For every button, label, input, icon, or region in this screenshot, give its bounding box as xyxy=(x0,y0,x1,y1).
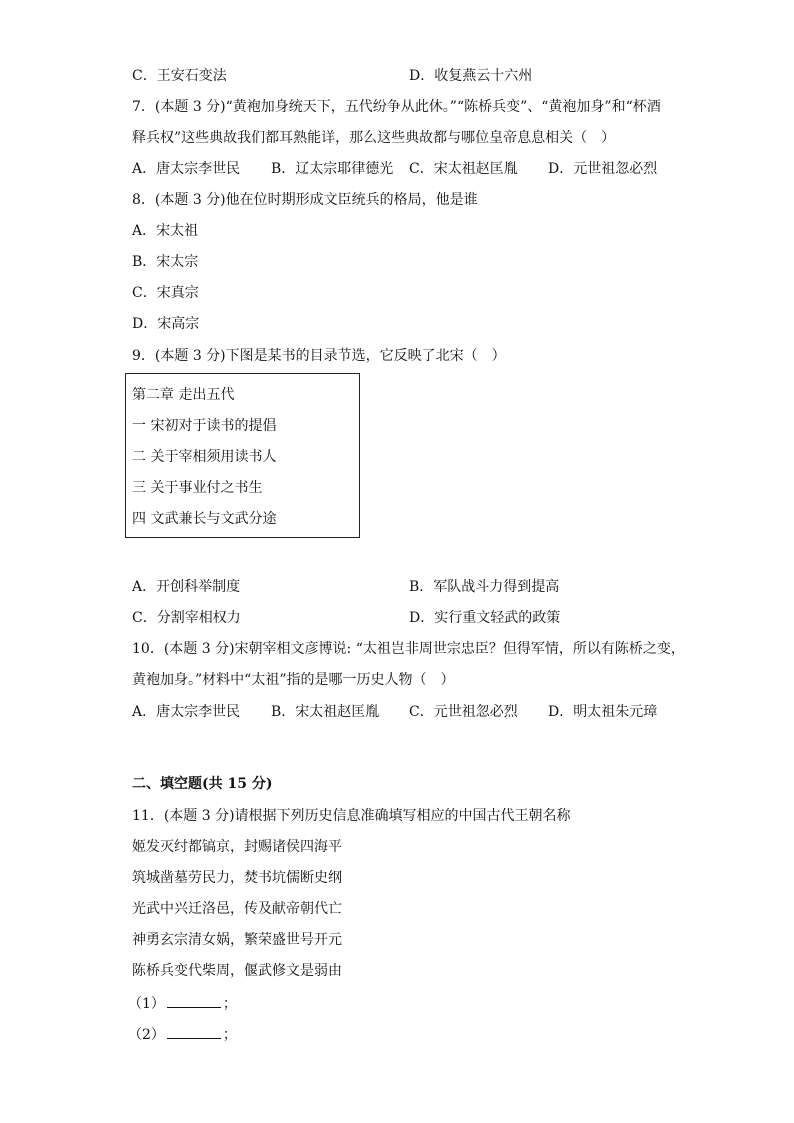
toc-line: 一 宋初对于读书的提倡 xyxy=(132,418,277,434)
q10-option-d: D．明太祖朱元璋 xyxy=(548,704,658,720)
q7-option-a: A．唐太宗李世民 xyxy=(132,161,241,177)
q10-option-a: A．唐太宗李世民 xyxy=(132,704,241,720)
poem-line: 光武中兴迁洛邑，传及献帝朝代亡 xyxy=(132,901,342,917)
q7-option-b: B．辽太宗耶律德光 xyxy=(271,161,394,177)
answer-line-2 xyxy=(128,1024,237,1045)
q7-option-d: D．元世祖忽必烈 xyxy=(548,161,658,177)
poem-line: 筑城凿墓劳民力，焚书坑儒断史纲 xyxy=(132,870,342,886)
q7-option-c: C．宋太祖赵匡胤 xyxy=(409,161,518,177)
answer-suffix: ； xyxy=(222,1027,237,1043)
q9-stem: 9．(本题 3 分)下图是某书的目录节选，它反映了北宋（ ） xyxy=(132,348,506,364)
section-title: 二、填空题(共 15 分) xyxy=(132,776,273,792)
q9-option-d: D．实行重文轻武的政策 xyxy=(409,610,561,626)
answer-suffix: ； xyxy=(222,996,237,1012)
poem-line: 陈桥兵变代柴周，偃武修文是弱由 xyxy=(132,963,342,979)
toc-line: 第二章 走出五代 xyxy=(132,387,235,403)
q7-stem-line2: 释兵权”这些典故我们都耳熟能详，那么这些典故都与哪位皇帝息息相关（ ） xyxy=(132,130,616,146)
toc-line: 三 关于事业付之书生 xyxy=(132,480,263,496)
q10-option-b: B．宋太祖赵匡胤 xyxy=(271,704,380,720)
q9-table-of-contents-box xyxy=(125,373,360,538)
q8-option-a: A．宋太祖 xyxy=(132,223,199,239)
q10-stem-line1: 10．(本题 3 分)宋朝宰相文彦博说: “太祖岂非周世宗忠臣？但得军情，所以有陈桥之变， xyxy=(132,641,685,657)
q10-option-c: C．元世祖忽必烈 xyxy=(409,704,518,720)
q8-stem: 8．(本题 3 分)他在位时期形成文臣统兵的格局，他是谁 xyxy=(132,192,478,208)
q8-option-c: C．宋真宗 xyxy=(132,285,199,301)
answer-blank-1[interactable] xyxy=(167,993,221,1008)
q6-option-d: D．收复燕云十六州 xyxy=(409,68,533,84)
q11-stem: 11．(本题 3 分)请根据下列历史信息准确填写相应的中国古代王朝名称 xyxy=(132,808,571,824)
toc-line: 四 文武兼长与文武分途 xyxy=(132,511,277,527)
poem-line: 姬发灭纣都镐京，封赐诸侯四海平 xyxy=(132,839,342,855)
q9-option-b: B．军队战斗力得到提高 xyxy=(409,579,560,595)
poem-line: 神勇玄宗清女娲，繁荣盛世号开元 xyxy=(132,932,342,948)
q8-option-d: D．宋高宗 xyxy=(132,316,200,332)
q6-option-c: C．王安石变法 xyxy=(132,68,227,84)
q9-option-a: A．开创科举制度 xyxy=(132,579,241,595)
answer-label-1: （1） xyxy=(128,996,165,1012)
q8-option-b: B．宋太宗 xyxy=(132,254,199,270)
toc-line: 二 关于宰相须用读书人 xyxy=(132,449,277,465)
answer-line-1 xyxy=(128,993,237,1014)
answer-blank-2[interactable] xyxy=(167,1024,221,1039)
q10-stem-line2: 黄袍加身。”材料中“太祖”指的是哪一历史人物（ ） xyxy=(132,672,455,688)
answer-label-2: （2） xyxy=(128,1027,165,1043)
q7-stem-line1: 7．(本题 3 分)“黄袍加身统天下，五代纷争从此休。”“陈桥兵变”、“黄袍加身”和“杯酒 xyxy=(132,99,661,115)
q9-option-c: C．分割宰相权力 xyxy=(132,610,241,626)
